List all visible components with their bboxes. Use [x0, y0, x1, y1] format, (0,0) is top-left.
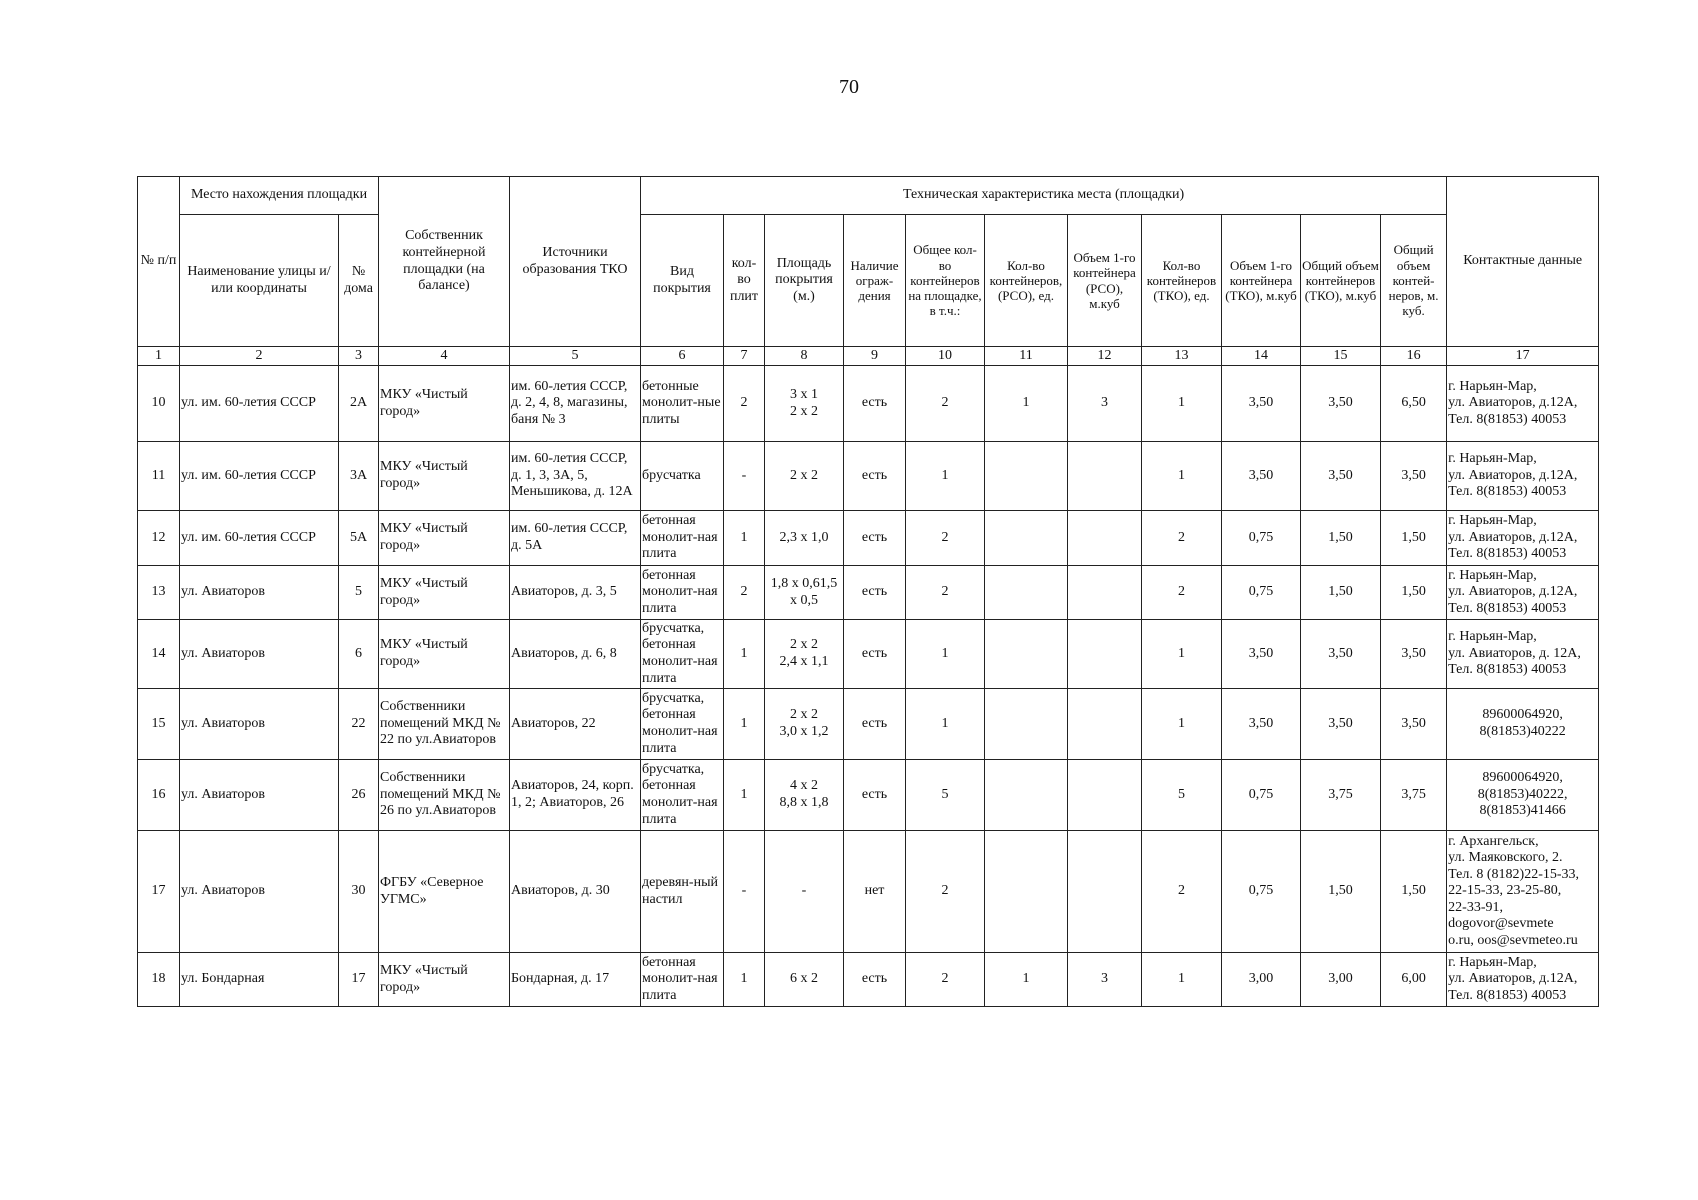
fence-cell: есть [844, 620, 906, 689]
fence-cell: есть [844, 511, 906, 566]
owner-cell: МКУ «Чистый город» [379, 511, 510, 566]
column-number-cell: 1 [138, 347, 180, 366]
rso-count-cell [985, 620, 1068, 689]
column-number-cell: 5 [510, 347, 641, 366]
owner-cell: МКУ «Чистый город» [379, 566, 510, 620]
header-cover: Вид покрытия [641, 215, 724, 347]
total-volume-cell: 6,50 [1381, 366, 1447, 442]
house-number-cell: 26 [339, 760, 379, 831]
rso-volume-cell [1068, 831, 1142, 953]
header-area: Площадь покрытия (м.) [765, 215, 844, 347]
total-containers-cell: 5 [906, 760, 985, 831]
row-number-cell: 11 [138, 442, 180, 511]
tko-total-volume-cell: 3,50 [1301, 620, 1381, 689]
total-volume-cell: 1,50 [1381, 831, 1447, 953]
column-number-cell: 8 [765, 347, 844, 366]
rso-count-cell: 1 [985, 366, 1068, 442]
column-number-cell: 13 [1142, 347, 1222, 366]
street-name-cell: ул. им. 60-летия СССР [180, 442, 339, 511]
tko-count-cell: 1 [1142, 366, 1222, 442]
cover-type-cell: брусчатка, бетонная монолит-ная плита [641, 760, 724, 831]
street-name-cell: ул. Авиаторов [180, 689, 339, 760]
owner-cell: МКУ «Чистый город» [379, 953, 510, 1007]
rso-volume-cell [1068, 566, 1142, 620]
owner-cell: ФГБУ «Северное УГМС» [379, 831, 510, 953]
total-containers-cell: 1 [906, 442, 985, 511]
cover-type-cell: бетонная монолит-ная плита [641, 953, 724, 1007]
column-number-cell: 15 [1301, 347, 1381, 366]
fence-cell: есть [844, 760, 906, 831]
cover-area-cell: 3 х 1 2 х 2 [765, 366, 844, 442]
fence-cell: есть [844, 953, 906, 1007]
owner-cell: Собственники помещений МКД № 26 по ул.Авиаторов [379, 760, 510, 831]
tko-volume-cell: 3,50 [1222, 689, 1301, 760]
contacts-cell: г. Нарьян-Мар, ул. Авиаторов, д.12А, Тел. 8(81853) 40053 [1447, 511, 1599, 566]
fence-cell: есть [844, 689, 906, 760]
slab-count-cell: 2 [724, 566, 765, 620]
contacts-cell: г. Нарьян-Мар, ул. Авиаторов, д.12А, Тел. 8(81853) 40053 [1447, 442, 1599, 511]
street-name-cell: ул. Авиаторов [180, 760, 339, 831]
column-number-cell: 10 [906, 347, 985, 366]
header-slabs: кол-во плит [724, 215, 765, 347]
table-row [138, 831, 1599, 953]
cover-area-cell: 2 х 2 2,4 х 1,1 [765, 620, 844, 689]
table-row [138, 511, 1599, 566]
column-number-cell: 3 [339, 347, 379, 366]
header-street: Наименование улицы и/или координаты [180, 215, 339, 347]
column-number-row [138, 347, 1599, 366]
fence-cell: есть [844, 442, 906, 511]
contacts-cell: г. Нарьян-Мар, ул. Авиаторов, д.12А, Тел. 8(81853) 40053 [1447, 366, 1599, 442]
column-number-cell: 6 [641, 347, 724, 366]
contacts-cell: г. Архангельск, ул. Маяковского, 2. Тел. 8 (8182)22-15-33, 22-15-33, 23-25-80, 22-33-91, dogovor@sevmete o.ru, oos@sevmeteo.ru [1447, 831, 1599, 953]
cover-type-cell: брусчатка, бетонная монолит-ная плита [641, 689, 724, 760]
total-containers-cell: 2 [906, 566, 985, 620]
header-location-group: Место нахождения площадки [180, 177, 379, 215]
table-row [138, 566, 1599, 620]
column-number-cell: 14 [1222, 347, 1301, 366]
rso-volume-cell [1068, 689, 1142, 760]
street-name-cell: ул. Бондарная [180, 953, 339, 1007]
row-number-cell: 16 [138, 760, 180, 831]
tko-count-cell: 1 [1142, 620, 1222, 689]
column-number-cell: 9 [844, 347, 906, 366]
table-row [138, 689, 1599, 760]
cover-type-cell: брусчатка, бетонная монолит-ная плита [641, 620, 724, 689]
table-row [138, 953, 1599, 1007]
rso-count-cell [985, 760, 1068, 831]
waste-sources-cell: Авиаторов, 22 [510, 689, 641, 760]
rso-count-cell: 1 [985, 953, 1068, 1007]
header-total-volume: Общий объем контей-неров, м. куб. [1381, 215, 1447, 347]
total-volume-cell: 6,00 [1381, 953, 1447, 1007]
column-number-cell: 17 [1447, 347, 1599, 366]
total-containers-cell: 1 [906, 689, 985, 760]
header-rso-volume: Объем 1-го контейнера (РСО), м.куб [1068, 215, 1142, 347]
column-number-cell: 11 [985, 347, 1068, 366]
cover-area-cell: 2 х 2 3,0 х 1,2 [765, 689, 844, 760]
row-number-cell: 15 [138, 689, 180, 760]
column-number-cell: 4 [379, 347, 510, 366]
row-number-cell: 18 [138, 953, 180, 1007]
rso-count-cell [985, 566, 1068, 620]
header-fence: Наличие ограж-дения [844, 215, 906, 347]
house-number-cell: 30 [339, 831, 379, 953]
waste-sources-cell: им. 60-летия СССР, д. 2, 4, 8, магазины, баня № 3 [510, 366, 641, 442]
header-tko-total: Общий объем контейнеров (ТКО), м.куб [1301, 215, 1381, 347]
tko-total-volume-cell: 3,50 [1301, 689, 1381, 760]
fence-cell: есть [844, 366, 906, 442]
fence-cell: нет [844, 831, 906, 953]
cover-area-cell: 2 х 2 [765, 442, 844, 511]
row-number-cell: 17 [138, 831, 180, 953]
total-containers-cell: 1 [906, 620, 985, 689]
header-total-containers: Общее кол-во контейнеров на площадке, в т.ч.: [906, 215, 985, 347]
rso-volume-cell [1068, 760, 1142, 831]
tko-total-volume-cell: 3,00 [1301, 953, 1381, 1007]
street-name-cell: ул. Авиаторов [180, 566, 339, 620]
column-number-cell: 7 [724, 347, 765, 366]
house-number-cell: 3А [339, 442, 379, 511]
header-num: № п/п [138, 177, 180, 347]
rso-volume-cell [1068, 620, 1142, 689]
table-row [138, 760, 1599, 831]
cover-area-cell: 6 х 2 [765, 953, 844, 1007]
tko-total-volume-cell: 3,75 [1301, 760, 1381, 831]
street-name-cell: ул. им. 60-летия СССР [180, 366, 339, 442]
waste-sources-cell: Авиаторов, д. 30 [510, 831, 641, 953]
waste-sources-cell: Бондарная, д. 17 [510, 953, 641, 1007]
cover-type-cell: деревян-ный настил [641, 831, 724, 953]
waste-sources-cell: им. 60-летия СССР, д. 5А [510, 511, 641, 566]
slab-count-cell: 1 [724, 689, 765, 760]
waste-sources-cell: Авиаторов, 24, корп. 1, 2; Авиаторов, 26 [510, 760, 641, 831]
tko-volume-cell: 3,50 [1222, 442, 1301, 511]
column-number-cell: 2 [180, 347, 339, 366]
contacts-cell: г. Нарьян-Мар, ул. Авиаторов, д.12А, Тел. 8(81853) 40053 [1447, 953, 1599, 1007]
cover-type-cell: бетонные монолит-ные плиты [641, 366, 724, 442]
owner-cell: МКУ «Чистый город» [379, 442, 510, 511]
tko-total-volume-cell: 1,50 [1301, 831, 1381, 953]
header-tko-volume: Объем 1-го контейнера (ТКО), м.куб [1222, 215, 1301, 347]
tko-total-volume-cell: 3,50 [1301, 442, 1381, 511]
table-row [138, 442, 1599, 511]
contacts-cell: г. Нарьян-Мар, ул. Авиаторов, д. 12А, Тел. 8(81853) 40053 [1447, 620, 1599, 689]
slab-count-cell: 1 [724, 511, 765, 566]
house-number-cell: 17 [339, 953, 379, 1007]
tko-volume-cell: 3,00 [1222, 953, 1301, 1007]
column-number-cell: 16 [1381, 347, 1447, 366]
column-number-cell: 12 [1068, 347, 1142, 366]
rso-volume-cell: 3 [1068, 953, 1142, 1007]
tko-count-cell: 5 [1142, 760, 1222, 831]
table-row [138, 620, 1599, 689]
table-row [138, 366, 1599, 442]
slab-count-cell: 2 [724, 366, 765, 442]
header-house: № дома [339, 215, 379, 347]
owner-cell: Собственники помещений МКД № 22 по ул.Авиаторов [379, 689, 510, 760]
tko-total-volume-cell: 1,50 [1301, 566, 1381, 620]
header-rso-count: Кол-во контейнеров, (РСО), ед. [985, 215, 1068, 347]
tko-volume-cell: 0,75 [1222, 511, 1301, 566]
rso-count-cell [985, 689, 1068, 760]
house-number-cell: 5А [339, 511, 379, 566]
row-number-cell: 10 [138, 366, 180, 442]
waste-sources-cell: им. 60-летия СССР, д. 1, 3, 3А, 5, Меньшикова, д. 12А [510, 442, 641, 511]
row-number-cell: 12 [138, 511, 180, 566]
total-containers-cell: 2 [906, 831, 985, 953]
tko-count-cell: 2 [1142, 511, 1222, 566]
cover-type-cell: брусчатка [641, 442, 724, 511]
waste-sources-cell: Авиаторов, д. 6, 8 [510, 620, 641, 689]
contacts-cell: 89600064920, 8(81853)40222 [1447, 689, 1599, 760]
row-number-cell: 14 [138, 620, 180, 689]
owner-cell: МКУ «Чистый город» [379, 366, 510, 442]
container-sites-table [137, 176, 1599, 1007]
street-name-cell: ул. Авиаторов [180, 831, 339, 953]
tko-volume-cell: 3,50 [1222, 366, 1301, 442]
tko-count-cell: 2 [1142, 831, 1222, 953]
header-contacts: Контактные данные [1447, 177, 1599, 347]
tko-count-cell: 2 [1142, 566, 1222, 620]
cover-area-cell: 1,8 х 0,61,5 х 0,5 [765, 566, 844, 620]
tko-count-cell: 1 [1142, 442, 1222, 511]
tko-total-volume-cell: 3,50 [1301, 366, 1381, 442]
house-number-cell: 6 [339, 620, 379, 689]
owner-cell: МКУ «Чистый город» [379, 620, 510, 689]
tko-volume-cell: 0,75 [1222, 566, 1301, 620]
rso-count-cell [985, 442, 1068, 511]
header-sources: Источники образования ТКО [510, 177, 641, 347]
row-number-cell: 13 [138, 566, 180, 620]
rso-volume-cell: 3 [1068, 366, 1142, 442]
total-containers-cell: 2 [906, 511, 985, 566]
contacts-cell: 89600064920, 8(81853)40222, 8(81853)41466 [1447, 760, 1599, 831]
tko-count-cell: 1 [1142, 689, 1222, 760]
total-volume-cell: 3,50 [1381, 689, 1447, 760]
slab-count-cell: - [724, 442, 765, 511]
tko-volume-cell: 0,75 [1222, 760, 1301, 831]
cover-type-cell: бетонная монолит-ная плита [641, 511, 724, 566]
page-number: 70 [839, 76, 859, 98]
total-volume-cell: 3,75 [1381, 760, 1447, 831]
cover-area-cell: 2,3 х 1,0 [765, 511, 844, 566]
slab-count-cell: - [724, 831, 765, 953]
waste-sources-cell: Авиаторов, д. 3, 5 [510, 566, 641, 620]
header-owner: Собственник контейнерной площадки (на балансе) [379, 177, 510, 347]
rso-count-cell [985, 511, 1068, 566]
tko-volume-cell: 3,50 [1222, 620, 1301, 689]
street-name-cell: ул. Авиаторов [180, 620, 339, 689]
total-volume-cell: 1,50 [1381, 511, 1447, 566]
cover-area-cell: - [765, 831, 844, 953]
total-containers-cell: 2 [906, 366, 985, 442]
slab-count-cell: 1 [724, 953, 765, 1007]
cover-area-cell: 4 х 2 8,8 х 1,8 [765, 760, 844, 831]
total-volume-cell: 1,50 [1381, 566, 1447, 620]
total-containers-cell: 2 [906, 953, 985, 1007]
header-tko-count: Кол-во контейнеров (ТКО), ед. [1142, 215, 1222, 347]
header-tech-group: Техническая характеристика места (площадки) [641, 177, 1447, 215]
tko-total-volume-cell: 1,50 [1301, 511, 1381, 566]
street-name-cell: ул. им. 60-летия СССР [180, 511, 339, 566]
rso-volume-cell [1068, 442, 1142, 511]
contacts-cell: г. Нарьян-Мар, ул. Авиаторов, д.12А, Тел. 8(81853) 40053 [1447, 566, 1599, 620]
total-volume-cell: 3,50 [1381, 442, 1447, 511]
house-number-cell: 5 [339, 566, 379, 620]
house-number-cell: 2А [339, 366, 379, 442]
fence-cell: есть [844, 566, 906, 620]
rso-count-cell [985, 831, 1068, 953]
slab-count-cell: 1 [724, 620, 765, 689]
total-volume-cell: 3,50 [1381, 620, 1447, 689]
rso-volume-cell [1068, 511, 1142, 566]
house-number-cell: 22 [339, 689, 379, 760]
tko-count-cell: 1 [1142, 953, 1222, 1007]
cover-type-cell: бетонная монолит-ная плита [641, 566, 724, 620]
slab-count-cell: 1 [724, 760, 765, 831]
tko-volume-cell: 0,75 [1222, 831, 1301, 953]
